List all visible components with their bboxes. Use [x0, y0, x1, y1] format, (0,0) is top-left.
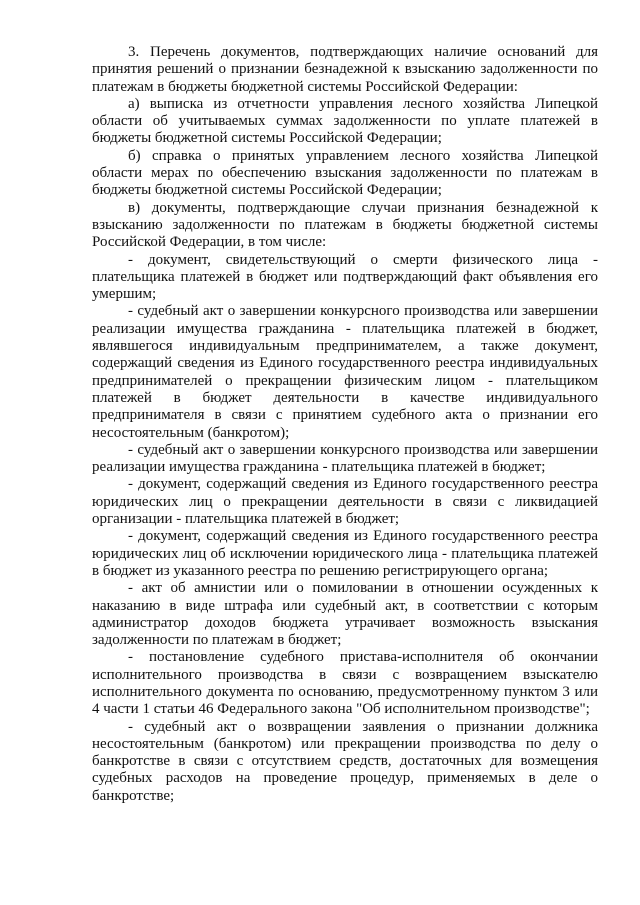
paragraph-intro: 3. Перечень документов, подтверждающих наличие оснований для принятия решений о признании безнадежной к взысканию задолженности по платежам в бюджеты бюджетной системы Российской Федерации: [92, 44, 598, 95]
paragraph-item-c: в) документы, подтверждающие случаи признания безнадежной к взысканию задолженности по платежам в бюджеты бюджетной системы Российской Федерации, в том числе: [92, 199, 598, 251]
list-item-exclusion-from-registry: - документ, содержащий сведения из Единого государственного реестра юридических лиц об исключении юридического лица - плательщика платежей в бюджет из указанного реестра по решению регистрирующего органа; [92, 528, 598, 579]
list-item-bailiff-resolution: - постановление судебного пристава-исполнителя об окончании исполнительного производства в связи с возвращением взыскателю исполнительного документа по основанию, предусмотренному пунктом 3 или 4 части 1 статьи 46 Федерального закона "Об исполнительном производстве"; [92, 649, 598, 718]
list-item-bankruptcy-entrepreneur: - судебный акт о завершении конкурсного производства или завершении реализации имущества гражданина - плательщика платежей в бюджет, являвшегося индивидуальным предпринимателем, а также документ, содержащий сведения из Единого государственного реестра индивидуальных предпринимателей о прекращении физическим лицом - плательщиком платежей в бюджет деятельности в качестве индивидуального предпринимателя в связи с принятием судебного акта о признании его несостоятельным (банкротом); [92, 303, 598, 441]
paragraph-item-b: б) справка о принятых управлением лесного хозяйства Липецкой области мерах по обеспечению взыскания задолженности по платежам в бюджеты бюджетной системы Российской Федерации; [92, 147, 598, 199]
list-item-bankruptcy-return: - судебный акт о возвращении заявления о признании должника несостоятельным (банкротом) или прекращении производства по делу о банкротстве в связи с отсутствием средств, достаточных для возмещения судебных расходов на проведение процедур, применяемых в деле о банкротстве; [92, 718, 598, 804]
list-item-amnesty: - акт об амнистии или о помиловании в отношении осужденных к наказанию в виде штрафа или судебный акт, в соответствии с которым администратор доходов бюджета утрачивает возможность взыскания задолженности по платежам в бюджет; [92, 580, 598, 649]
paragraph-item-a: а) выписка из отчетности управления лесного хозяйства Липецкой области об учитываемых суммах задолженности по уплате платежей в бюджеты бюджетной системы Российской Федерации; [92, 95, 598, 147]
list-item-bankruptcy-citizen: - судебный акт о завершении конкурсного производства или завершении реализации имущества гражданина - плательщика платежей в бюджет; [92, 441, 598, 476]
list-item-liquidation: - документ, содержащий сведения из Единого государственного реестра юридических лиц о прекращении деятельности в связи с ликвидацией организации - плательщика платежей в бюджет; [92, 476, 598, 528]
list-item-death-document: - документ, свидетельствующий о смерти физического лица - плательщика платежей в бюджет или подтверждающий факт объявления его умершим; [92, 251, 598, 303]
document-body [92, 44, 598, 805]
